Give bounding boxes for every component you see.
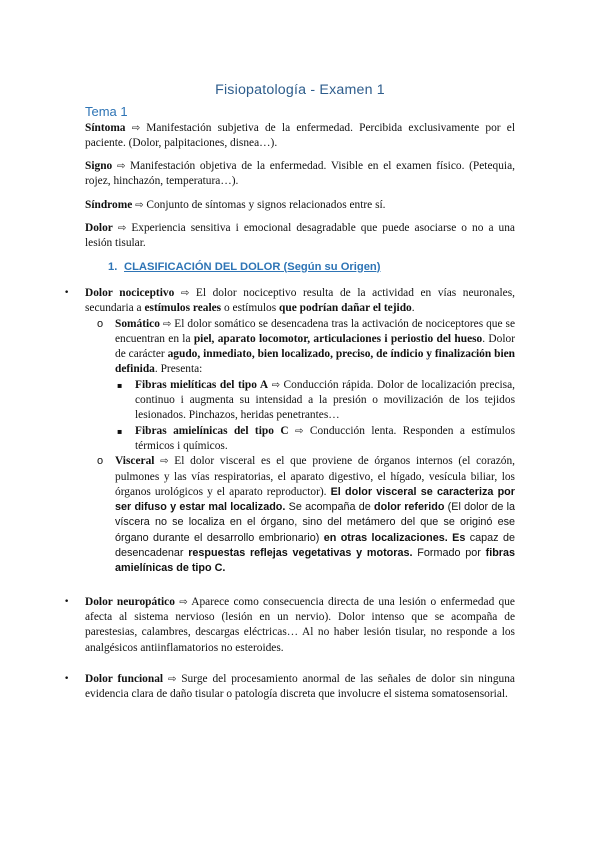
visceral-bold: dolor referido [374,501,445,514]
nociceptivo-term: Dolor nociceptivo [85,286,175,299]
neuropatico-term: Dolor neuropático [85,595,175,608]
square-bullet-icon: ▪ [117,426,123,436]
visceral-text: Se acompaña de [285,501,374,514]
fibras-a-term: Fibras mielíticas del tipo A [135,378,269,391]
visceral-bold: fibras amielínicas de tipo C. [115,547,515,575]
right-arrow-icon: ⇨ [180,287,190,299]
definition-text: Manifestación objetiva de la enfermedad. Visible en el examen físico. (Petequia, rojez, hinchazón, temperatura…). [85,160,515,188]
document-title: Fisiopatología - Examen 1 [215,82,385,98]
right-arrow-icon: ⇨ [179,596,188,608]
definition-text: Experiencia sensitiva i emocional desagradable que puede asociarse o no a una lesión tisular. [85,222,515,250]
right-arrow-icon: ⇨ [162,318,172,330]
right-arrow-icon: ⇨ [135,199,144,211]
sub-item-visceral [97,454,516,576]
nociceptivo-bold: estímulos reales [144,302,222,315]
visceral-text: capaz de desencadenar [115,531,515,560]
document-page [64,82,516,718]
nociceptivo-text: El dolor nociceptivo resulta de la actividad en vías neuronales, secundaria a [85,286,515,315]
visceral-text: Formado por [412,547,486,560]
visceral-text: El dolor visceral es el que proviene de órganos internos (el corazón, pulmones y las vías respiratorias, el aparato digestivo, el hígado, vesícula biliar, los órganos urológicos y el aparato reproductor). [115,455,515,498]
right-arrow-icon: ⇨ [131,122,141,134]
sub-sub-item-fibras-c [117,424,516,455]
neuropatico-text: Aparece como consecuencia directa de una lesión o enfermedad que afecta al sistema nervioso (lesión en un nervio). Dolor intenso que se acompaña de parestesias, calambres, descargas eléctricas… Al no haber lesión tisular, no responde a los analgésicos antiinflamatorios no esteroides. [85,595,515,654]
sub-bullet-icon: o [97,317,104,330]
definition-signo [85,159,515,190]
visceral-text: (El dolor de la víscera no se localiza en el órgano, sino del metámero del que se originó ese órgano durante el desarrollo embrionario) [115,501,516,544]
classification-number: 1. [108,260,118,273]
nociceptivo-text: o estímulos [221,302,280,315]
right-arrow-icon: ⇨ [167,673,177,685]
somatico-text: . Dolor de carácter [115,332,515,361]
definition-term: Dolor [85,222,113,235]
definition-term: Síndrome [85,198,133,211]
right-arrow-icon: ⇨ [116,161,126,173]
somatico-bold: agudo, inmediato, bien localizado, preciso, de índicio y finalización bien definida [115,348,515,376]
definition-term: Síntoma [85,121,126,134]
sub-bullet-icon: o [97,455,104,468]
section-heading: Tema 1 [85,104,128,120]
bullet-icon: • [64,287,70,298]
definition-dolor [85,221,515,252]
somatico-text: El dolor somático se desencadena tras la activación de nociceptores que se encuentran en la [115,317,515,345]
square-bullet-icon: ▪ [117,380,123,390]
nociceptivo-bold: que podrían dañar el tejido [279,302,412,315]
somatico-bold: piel, aparato locomotor, articulaciones i periostio del hueso [193,332,483,345]
definition-sindrome [85,198,515,213]
visceral-bold: respuestas reflejas vegetativas y motoras. [188,547,413,560]
bullet-dolor-nociceptivo [64,286,515,317]
definition-sintoma [85,121,515,152]
bullet-icon: • [64,673,70,684]
classification-label: CLASIFICACIÓN DEL DOLOR (Según su Origen) [124,260,381,273]
visceral-term: Visceral [115,455,155,468]
funcional-term: Dolor funcional [85,672,164,685]
somatico-text: . Presenta: [154,363,203,376]
right-arrow-icon: ⇨ [117,223,127,235]
somatico-term: Somático [115,317,160,330]
fibras-c-text: Conducción lenta. Responden a estímulos térmicos i químicos. [135,424,516,452]
bullet-dolor-neuropatico [64,595,515,656]
funcional-text: Surge del procesamiento anormal de las señales de dolor sin ninguna evidencia clara de daño tisular o patología discreta que involucre el sistema somatosensorial. [85,672,515,701]
fibras-c-term: Fibras amielínicas del tipo C [135,424,289,437]
sub-item-somatico [97,317,515,378]
visceral-bold: en otras localizaciones. Es [323,531,466,544]
definition-text: Conjunto de síntomas y signos relacionados entre sí. [143,198,386,211]
sub-sub-item-fibras-a [117,378,515,424]
right-arrow-icon: ⇨ [160,456,169,468]
nociceptivo-text: . [411,302,415,315]
fibras-a-text: Conducción rápida. Dolor de localización precisa, continuo i augmenta su intensidad a la presión o movilización de los tejidos lesionados. Pinchazos, heridas penetrantes… [135,378,515,422]
definition-term: Signo [85,160,113,173]
bullet-icon: • [64,596,70,607]
bullet-dolor-funcional [64,672,515,703]
visceral-bold: El dolor visceral se caracteriza por ser difuso y estar mal localizado. [115,485,515,514]
right-arrow-icon: ⇨ [295,425,304,437]
definition-text: Manifestación subjetiva de la enfermedad. Percibida exclusivamente por el paciente. (Dolor, palpitaciones, disnea…). [85,121,515,149]
right-arrow-icon: ⇨ [271,379,281,391]
classification-heading [85,260,515,275]
